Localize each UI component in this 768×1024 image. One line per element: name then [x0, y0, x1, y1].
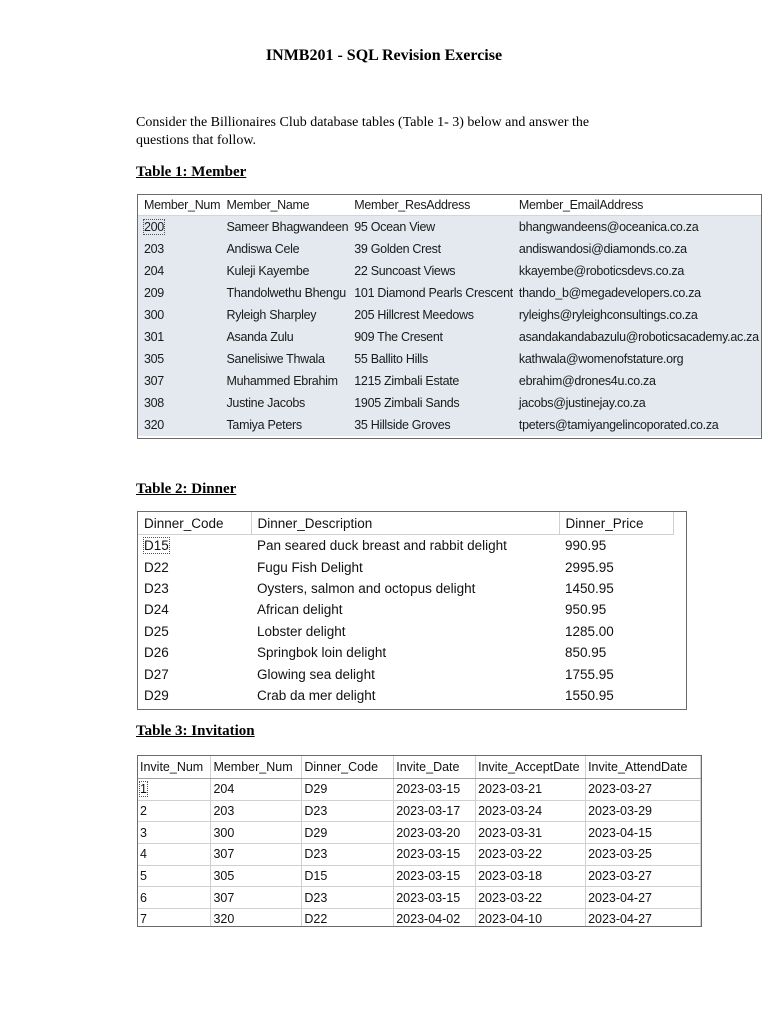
table-cell[interactable]: 990.95 [559, 535, 673, 557]
table-cell[interactable]: 3 [138, 822, 211, 844]
column-header[interactable]: Invite_Date [394, 756, 476, 779]
table-cell[interactable]: African delight [251, 599, 559, 620]
table-cell[interactable]: D23 [302, 844, 394, 866]
table-cell[interactable]: 307 [138, 370, 220, 392]
table-cell[interactable]: 308 [138, 392, 220, 414]
table-cell[interactable]: 2023-03-31 [476, 822, 586, 844]
table-cell[interactable]: D29 [302, 822, 394, 844]
table-row[interactable] [138, 887, 701, 909]
table3-grid [138, 756, 701, 927]
table-cell[interactable]: Tamiya Peters [220, 414, 348, 436]
header-row [138, 512, 673, 535]
table-cell[interactable]: thando_b@megadevelopers.co.za [513, 282, 761, 304]
table-cell[interactable]: Pan seared duck breast and rabbit delight [251, 535, 559, 557]
table-cell[interactable]: ebrahim@drones4u.co.za [513, 370, 761, 392]
table-cell[interactable]: 2023-03-17 [394, 800, 476, 822]
column-header[interactable]: Member_Num [211, 756, 302, 779]
member-table[interactable] [137, 194, 762, 439]
table-cell[interactable]: Oysters, salmon and octopus delight [251, 578, 559, 599]
table-cell[interactable]: 203 [138, 238, 220, 260]
invitation-table[interactable] [137, 755, 702, 927]
table-cell[interactable]: 1450.95 [559, 578, 673, 599]
table-cell[interactable]: 2023-03-22 [476, 887, 586, 909]
column-header[interactable]: Invite_AttendDate [586, 756, 701, 779]
column-header[interactable]: Dinner_Description [251, 512, 559, 535]
table-cell[interactable]: D23 [302, 887, 394, 909]
table-cell[interactable]: 55 Ballito Hills [348, 348, 513, 370]
header-row [138, 756, 701, 779]
selected-cell-value: 200 [144, 220, 164, 234]
column-header[interactable]: Invite_AcceptDate [476, 756, 586, 779]
table-cell[interactable]: 2023-03-27 [586, 865, 701, 887]
table-cell[interactable]: 320 [211, 909, 302, 927]
table-cell[interactable]: D15 [302, 865, 394, 887]
table-cell[interactable]: 1550.95 [559, 685, 673, 706]
table-cell[interactable]: Sameer Bhagwandeen [220, 216, 348, 239]
header-row [138, 195, 761, 216]
column-header[interactable]: Invite_Num [138, 756, 211, 779]
table-cell[interactable]: 2023-03-15 [394, 887, 476, 909]
table-cell[interactable]: 39 Golden Crest [348, 238, 513, 260]
intro-line: questions that follow. [136, 133, 257, 148]
table-row[interactable] [138, 260, 761, 282]
column-header[interactable]: Dinner_Price [559, 512, 673, 535]
table1-heading: Table 1: Member [136, 164, 247, 180]
column-header[interactable]: Member_EmailAddress [513, 195, 761, 216]
table-cell[interactable]: 2023-03-20 [394, 822, 476, 844]
table-cell[interactable]: D26 [138, 642, 251, 663]
table-cell[interactable]: asandakandabazulu@roboticsacademy.ac.za [513, 326, 761, 348]
selected-cell-value: 1 [140, 782, 147, 797]
table-row[interactable] [138, 822, 701, 844]
table2-heading: Table 2: Dinner [136, 481, 237, 497]
table-cell[interactable]: 2023-04-27 [586, 887, 701, 909]
table-cell[interactable]: D27 [138, 663, 251, 684]
table-cell[interactable]: 2023-03-21 [476, 779, 586, 801]
column-header[interactable]: Member_Num [138, 195, 220, 216]
table-cell[interactable]: 2023-04-02 [394, 909, 476, 927]
table-cell[interactable]: Asanda Zulu [220, 326, 348, 348]
table-cell[interactable]: 950.95 [559, 599, 673, 620]
table-cell[interactable]: 307 [211, 887, 302, 909]
table3-heading: Table 3: Invitation [136, 723, 255, 739]
table-row[interactable] [138, 348, 761, 370]
table-cell[interactable]: 305 [211, 865, 302, 887]
table-cell[interactable]: 101 Diamond Pearls Crescent [348, 282, 513, 304]
table-cell[interactable]: D29 [302, 779, 394, 801]
table-cell[interactable]: Ryleigh Sharpley [220, 304, 348, 326]
table-cell[interactable]: Fugu Fish Delight [251, 556, 559, 577]
table-row[interactable] [138, 370, 761, 392]
table-cell[interactable]: 2023-03-29 [586, 800, 701, 822]
table-cell[interactable]: 2023-03-15 [394, 779, 476, 801]
table-cell[interactable]: andiswandosi@diamonds.co.za [513, 238, 761, 260]
column-header[interactable]: Dinner_Code [302, 756, 394, 779]
intro-line: Consider the Billionaires Club database tables (Table 1- 3) below and answer the [136, 115, 590, 130]
table-cell[interactable]: 6 [138, 887, 211, 909]
table-cell[interactable]: 4 [138, 844, 211, 866]
table-cell[interactable]: 2995.95 [559, 556, 673, 577]
table-row[interactable] [138, 216, 761, 239]
table-cell[interactable]: 2023-03-15 [394, 865, 476, 887]
table-cell[interactable]: Springbok loin delight [251, 642, 559, 663]
table-cell[interactable]: 205 Hillcrest Meedows [348, 304, 513, 326]
table-cell[interactable]: Justine Jacobs [220, 392, 348, 414]
table-cell[interactable]: 300 [211, 822, 302, 844]
table-cell[interactable]: D25 [138, 621, 251, 642]
table-cell[interactable]: 1905 Zimbali Sands [348, 392, 513, 414]
table-cell[interactable]: D24 [138, 599, 251, 620]
table-row[interactable] [138, 392, 761, 414]
table-cell[interactable]: D23 [138, 578, 251, 599]
table-cell[interactable]: ryleighs@ryleighconsultings.co.za [513, 304, 761, 326]
table-row[interactable] [138, 304, 761, 326]
table-row[interactable] [138, 865, 701, 887]
table-cell[interactable]: Crab da mer delight [251, 685, 559, 706]
table-cell[interactable]: 850.95 [559, 642, 673, 663]
table-cell[interactable]: 209 [138, 282, 220, 304]
table-row[interactable] [138, 599, 673, 620]
table-row[interactable] [138, 578, 673, 599]
column-header[interactable]: Member_ResAddress [348, 195, 513, 216]
table-cell[interactable]: D22 [302, 909, 394, 927]
table-cell[interactable]: bhangwandeens@oceanica.co.za [513, 216, 761, 239]
table-row[interactable] [138, 326, 761, 348]
table-cell[interactable]: 2023-03-18 [476, 865, 586, 887]
table-cell[interactable] [138, 535, 251, 557]
table-row[interactable] [138, 800, 701, 822]
table-row[interactable] [138, 663, 673, 684]
table-cell[interactable]: 203 [211, 800, 302, 822]
column-header[interactable]: Dinner_Code [138, 512, 251, 535]
selected-cell-value: D15 [144, 538, 169, 554]
table-cell[interactable]: 320 [138, 414, 220, 436]
table-row[interactable] [138, 844, 701, 866]
table-row[interactable] [138, 556, 673, 577]
column-header[interactable]: Member_Name [220, 195, 348, 216]
table-row[interactable] [138, 621, 673, 642]
table-row[interactable] [138, 414, 761, 436]
table-cell[interactable]: 95 Ocean View [348, 216, 513, 239]
table-cell[interactable] [138, 779, 211, 801]
table-cell[interactable]: 7 [138, 909, 211, 927]
table-cell[interactable]: 2023-03-15 [394, 844, 476, 866]
table-cell[interactable]: kathwala@womenofstature.org [513, 348, 761, 370]
table-cell[interactable]: Sanelisiwe Thwala [220, 348, 348, 370]
table-cell[interactable]: 300 [138, 304, 220, 326]
table-cell[interactable]: Muhammed Ebrahim [220, 370, 348, 392]
table-row[interactable] [138, 535, 673, 557]
table-cell[interactable]: D23 [302, 800, 394, 822]
table-cell[interactable]: D29 [138, 685, 251, 706]
table-cell[interactable]: 1755.95 [559, 663, 673, 684]
table-cell[interactable]: Lobster delight [251, 621, 559, 642]
table-cell[interactable]: 204 [211, 779, 302, 801]
table-row[interactable] [138, 779, 701, 801]
table-cell[interactable]: jacobs@justinejay.co.za [513, 392, 761, 414]
table-row[interactable] [138, 909, 701, 927]
table-cell[interactable]: 2023-04-15 [586, 822, 701, 844]
table-cell[interactable]: Thandolwethu Bhengu [220, 282, 348, 304]
table-cell[interactable]: tpeters@tamiyangelincoporated.co.za [513, 414, 761, 436]
table-cell[interactable]: 22 Suncoast Views [348, 260, 513, 282]
table2-grid [138, 512, 674, 706]
table-cell[interactable]: 2023-04-10 [476, 909, 586, 927]
dinner-table[interactable] [137, 511, 687, 710]
table-row[interactable] [138, 685, 673, 706]
table-row[interactable] [138, 642, 673, 663]
table-cell[interactable]: Kuleji Kayembe [220, 260, 348, 282]
table1-grid [138, 195, 761, 436]
table-cell[interactable]: 301 [138, 326, 220, 348]
table-row[interactable] [138, 238, 761, 260]
table-cell[interactable]: 909 The Cresent [348, 326, 513, 348]
table-cell[interactable]: 307 [211, 844, 302, 866]
intro-paragraph [136, 114, 656, 150]
table-cell[interactable]: 2023-03-24 [476, 800, 586, 822]
table-cell[interactable]: kkayembe@roboticsdevs.co.za [513, 260, 761, 282]
table-cell[interactable]: 1285.00 [559, 621, 673, 642]
table-cell[interactable]: 305 [138, 348, 220, 370]
table-cell[interactable]: 1215 Zimbali Estate [348, 370, 513, 392]
table-cell[interactable]: 35 Hillside Groves [348, 414, 513, 436]
table-cell[interactable]: Glowing sea delight [251, 663, 559, 684]
table-cell[interactable]: 5 [138, 865, 211, 887]
table-cell[interactable]: Andiswa Cele [220, 238, 348, 260]
document-title: INMB201 - SQL Revision Exercise [265, 47, 503, 64]
table-cell[interactable]: 2023-03-22 [476, 844, 586, 866]
table-cell[interactable] [138, 216, 220, 239]
table-cell[interactable]: 2 [138, 800, 211, 822]
table-row[interactable] [138, 282, 761, 304]
table-cell[interactable]: 2023-03-25 [586, 844, 701, 866]
table-cell[interactable]: 204 [138, 260, 220, 282]
table-cell[interactable]: 2023-04-27 [586, 909, 701, 927]
table-cell[interactable]: 2023-03-27 [586, 779, 701, 801]
table-cell[interactable]: D22 [138, 556, 251, 577]
